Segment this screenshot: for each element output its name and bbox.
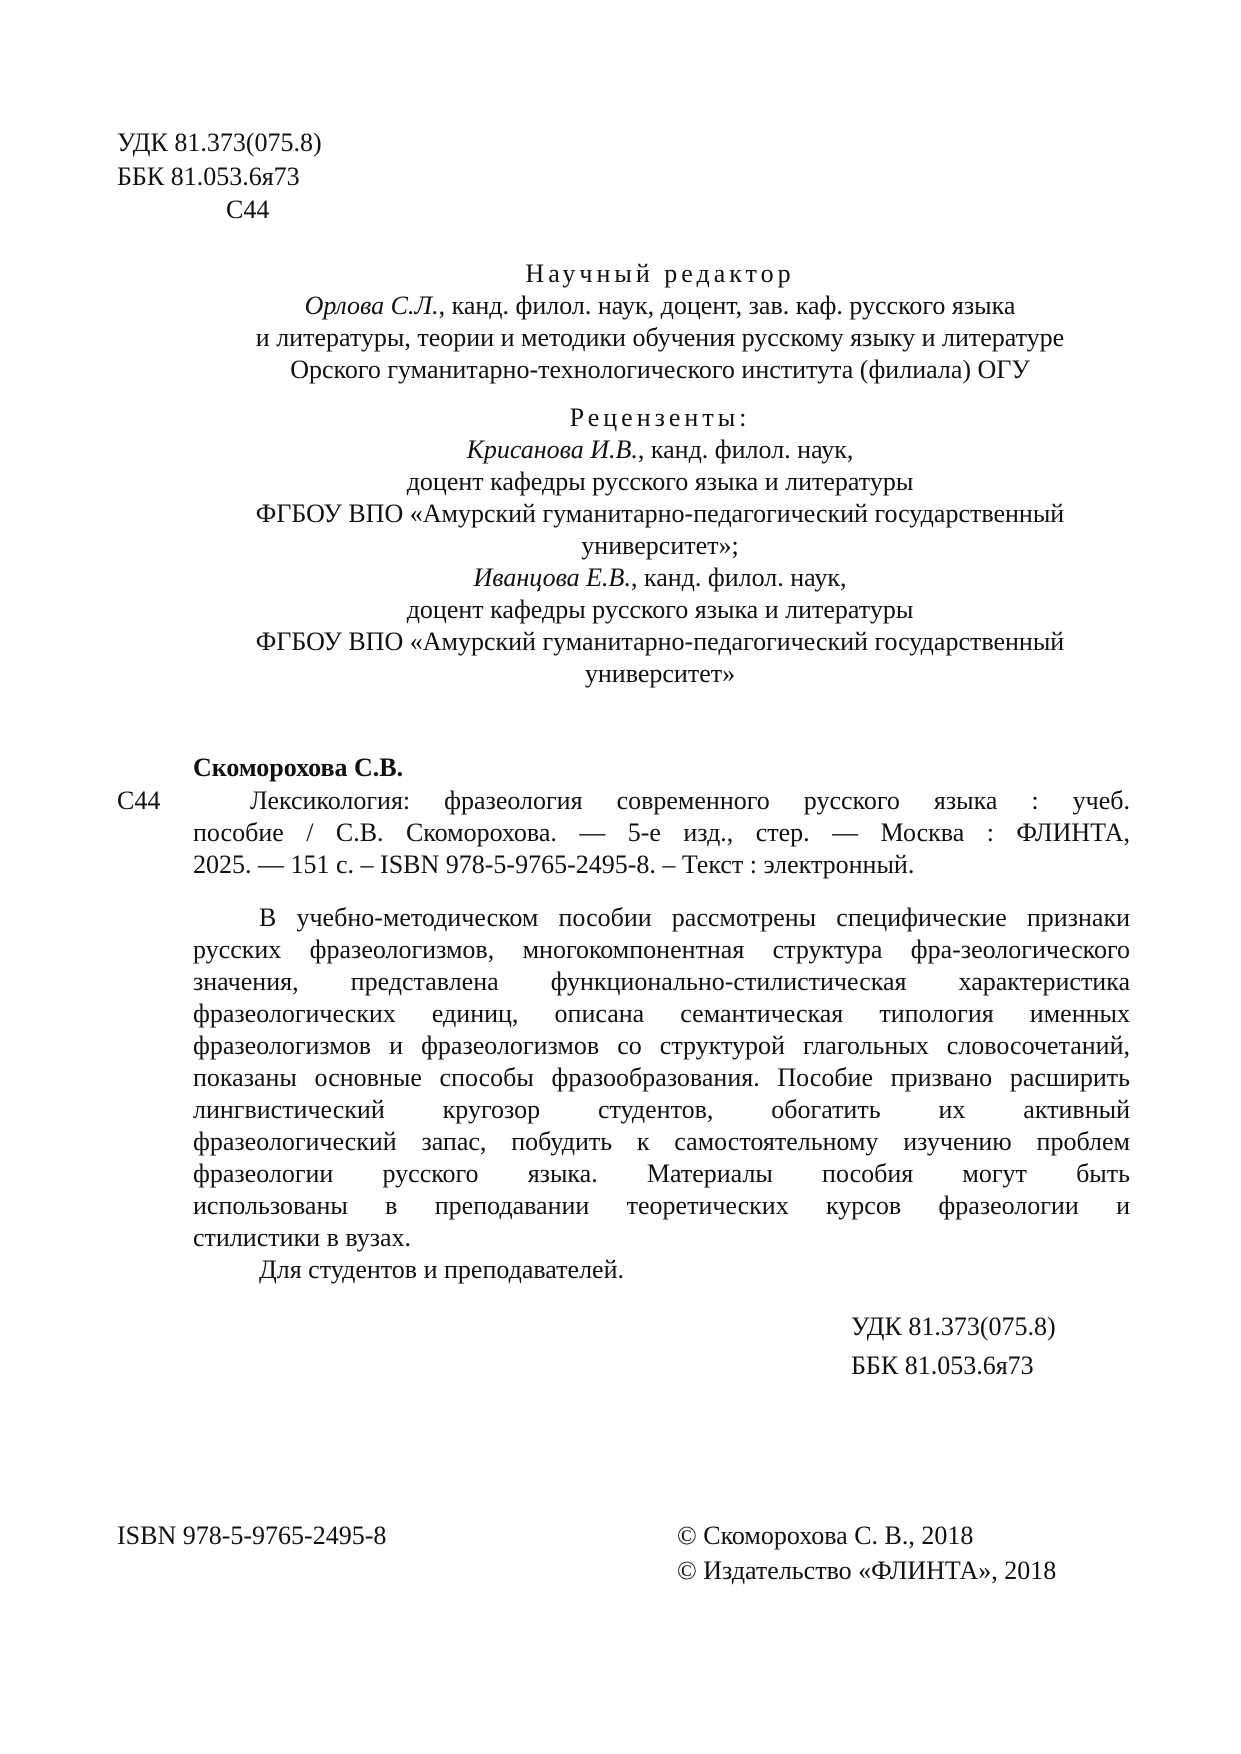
reviewer-1-line-4: университет»; xyxy=(581,531,739,560)
reviewer-2-line-1 xyxy=(230,562,1090,594)
bibliographic-line-3: 2025. — 151 с. – ISBN 978-5-9765-2495-8. – Текст : электронный. xyxy=(193,850,915,879)
udk-top: УДК 81.373(075.8) xyxy=(117,128,322,157)
reviewer-1-name: Крисанова И.В. xyxy=(466,435,638,464)
reviewer-1-line-2: доцент кафедры русского языка и литературы xyxy=(406,467,914,496)
author-code-top: С44 xyxy=(226,195,270,224)
reviewer-2-credentials: , канд. филол. наук, xyxy=(630,563,847,592)
annotation-line: показаны основные способы фразообразования. Пособие призвано расширить xyxy=(193,1063,1130,1092)
annotation-line: лингвистический кругозор студентов, обогатить их активный xyxy=(193,1095,1130,1124)
annotation-line: значения, представлена функционально-стилистическая характеристика xyxy=(193,967,1130,996)
reviewer-1-line-1 xyxy=(230,434,1090,466)
reviewers-heading: Рецензенты: xyxy=(569,403,751,432)
author-code: С44 xyxy=(117,786,161,815)
editor-heading: Научный редактор xyxy=(525,259,795,288)
annotation-line: фразеологический запас, побудить к самостоятельному изучению проблем xyxy=(193,1127,1130,1156)
reviewers-section xyxy=(230,402,1090,690)
reviewer-1-credentials: , канд. филол. наук, xyxy=(637,435,854,464)
annotation-line: В учебно-методическом пособии рассмотрены специфические признаки xyxy=(259,903,1130,932)
annotation-line: фразеологии русского языка. Материалы пособия могут быть xyxy=(193,1159,1130,1188)
editor-line-1 xyxy=(230,290,1090,322)
udk-bottom: УДК 81.373(075.8) xyxy=(851,1312,1056,1341)
bbk-top: ББК 81.053.6я73 xyxy=(117,162,300,191)
annotation-line: русских фразеологизмов, многокомпонентная структура фра-зеологического xyxy=(193,935,1130,964)
isbn: ISBN 978-5-9765-2495-8 xyxy=(117,1521,387,1550)
copyright-author: © Скоморохова С. В., 2018 xyxy=(677,1521,974,1550)
bibliographic-line-2: пособие / С.В. Скоморохова. — 5-е изд., стер. — Москва : ФЛИНТА, xyxy=(193,818,1130,847)
editor-section xyxy=(230,258,1090,386)
author-heading: Скоморохова С.В. xyxy=(193,753,404,782)
reviewer-1-line-3: ФГБОУ ВПО «Амурский гуманитарно-педагогический государственный xyxy=(255,499,1065,528)
editor-name: Орлова С.Л. xyxy=(304,291,439,320)
editor-line-2: и литературы, теории и методики обучения русскому языку и литературе xyxy=(255,323,1065,352)
editor-line-3: Орского гуманитарно-технологического института (филиала) ОГУ xyxy=(290,355,1030,384)
audience: Для студентов и преподавателей. xyxy=(259,1255,625,1284)
reviewer-2-line-2: доцент кафедры русского языка и литературы xyxy=(406,595,914,624)
reviewer-2-line-4: университет» xyxy=(584,659,736,688)
annotation-line: стилистики в вузах. xyxy=(193,1223,412,1252)
bbk-bottom: ББК 81.053.6я73 xyxy=(851,1351,1034,1380)
editor-credentials: , канд. филол. наук, доцент, зав. каф. русского языка xyxy=(438,291,1016,320)
bibliographic-line-1: Лексикология: фразеология современного русского языка : учеб. xyxy=(250,786,1130,815)
reviewer-2-name: Иванцова Е.В. xyxy=(473,563,631,592)
annotation-line: фразеологических единиц, описана семантическая типология именных xyxy=(193,999,1130,1028)
annotation xyxy=(193,902,1130,1286)
reviewer-2-line-3: ФГБОУ ВПО «Амурский гуманитарно-педагогический государственный xyxy=(255,627,1065,656)
annotation-line: использованы в преподавании теоретических курсов фразеологии и xyxy=(193,1191,1130,1220)
bibliographic-description xyxy=(193,785,1130,881)
copyright-publisher: © Издательство «ФЛИНТА», 2018 xyxy=(677,1556,1057,1585)
annotation-line: фразеологизмов и фразеологизмов со структурой глагольных словосочетаний, xyxy=(193,1031,1130,1060)
